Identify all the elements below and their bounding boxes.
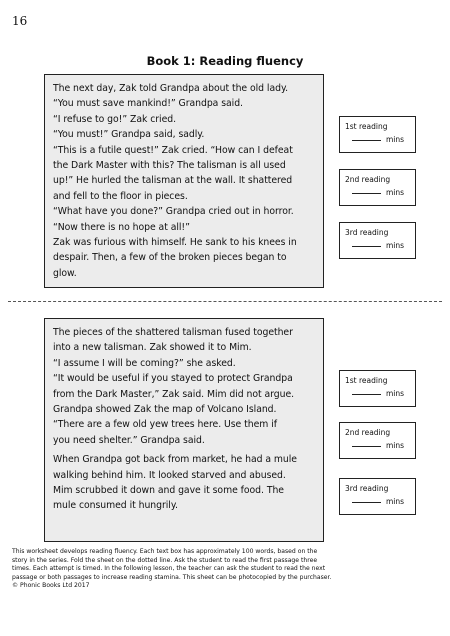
mins-label: mins [386,188,405,197]
timer-box-2-1st-reading [339,370,416,407]
mins-label: mins [386,135,405,144]
passage-line: “You must!” Grandpa said, sadly. [53,129,205,141]
passage-line: despair. Then, a few of the broken pieces began to [53,252,287,264]
passage-line: “This is a futile quest!” Zak cried. “How can I defeat [53,144,293,156]
passage-line: the Dark Master with this? The talisman is all used [53,160,286,172]
passage-line: into a new talisman. Zak showed it to Mim. [53,342,252,354]
passage-line: “What have you done?” Grandpa cried out in horror. [53,206,294,218]
timer-label: 1st reading [345,376,388,385]
time-entry-blank[interactable] [352,502,381,503]
passage-line: from the Dark Master,” Zak said. Mim did not argue. [53,388,295,400]
footer-line: story in the series. Fold the sheet on the dotted line. Ask the student to read the first passage three [12,556,318,564]
passage-line: The pieces of the shattered talisman fused together [53,327,293,338]
passage-line: Grandpa showed Zak the map of Volcano Island. [53,404,277,416]
mins-label: mins [386,389,405,398]
mins-label: mins [386,241,405,250]
time-entry-blank[interactable] [352,446,381,447]
mins-label: mins [386,441,405,450]
passage-line: “Now there is no hope at all!” [53,221,190,233]
copyright: © Phonic Books Ltd 2017 [12,582,90,590]
timer-label: 2nd reading [345,428,391,437]
passage-line: “It would be useful if you stayed to protect Grandpa [53,373,293,385]
passage-line: “I refuse to go!” Zak cried. [53,113,177,125]
timer-box-1-1st-reading [339,116,416,153]
timer-label: 3rd reading [345,228,389,237]
passage-line: “You must save mankind!” Grandpa said. [53,98,243,110]
passage-line: The next day, Zak told Grandpa about the old lady. [53,83,288,94]
passage-1-box [44,74,324,288]
passage-line: “There are a few old yew trees here. Use them if [53,419,277,431]
passage-line: up!” He hurled the talisman at the wall. It shattered [53,175,293,187]
passage-line: glow. [53,267,77,279]
passage-line: “I assume I will be coming?” she asked. [53,357,236,369]
instructions-footer [12,548,444,591]
mins-label: mins [386,497,405,506]
timer-box-2-2nd-reading [339,422,416,459]
passage-line: mule consumed it hungrily. [53,500,178,512]
time-entry-blank[interactable] [352,394,381,395]
timer-label: 1st reading [345,122,388,131]
timer-label: 2nd reading [345,175,391,184]
footer-line: passage or both passages to increase reading stamina. This sheet can be photocopied by the purchaser. [12,573,332,581]
passage-line: and fell to the floor in pieces. [53,190,188,202]
timer-box-1-2nd-reading [339,169,416,206]
passage-line: When Grandpa got back from market, he had a mule [53,454,297,466]
timer-label: 3rd reading [345,484,389,493]
time-entry-blank[interactable] [352,140,381,141]
passage-line: Mim scrubbed it down and gave it some food. The [53,485,284,497]
timer-box-2-3rd-reading [339,478,416,515]
page-number: 16 [12,14,28,28]
footer-line: This worksheet develops reading fluency. Each text box has approximately 100 words, based on the [12,548,318,555]
passage-line: you need shelter.” Grandpa said. [53,434,205,446]
time-entry-blank[interactable] [352,193,381,194]
passage-line: walking behind him. It looked starved and abused. [53,469,286,481]
worksheet-title: Book 1: Reading fluency [146,54,304,68]
time-entry-blank[interactable] [352,246,381,247]
timer-box-1-3rd-reading [339,222,416,259]
footer-line: times. Each attempt is timed. In the following lesson, the teacher can ask the student to read the next [12,565,326,573]
passage-line: Zak was furious with himself. He sank to his knees in [53,237,297,249]
passage-2-box [44,318,324,542]
fold-dotted-line [8,301,442,302]
